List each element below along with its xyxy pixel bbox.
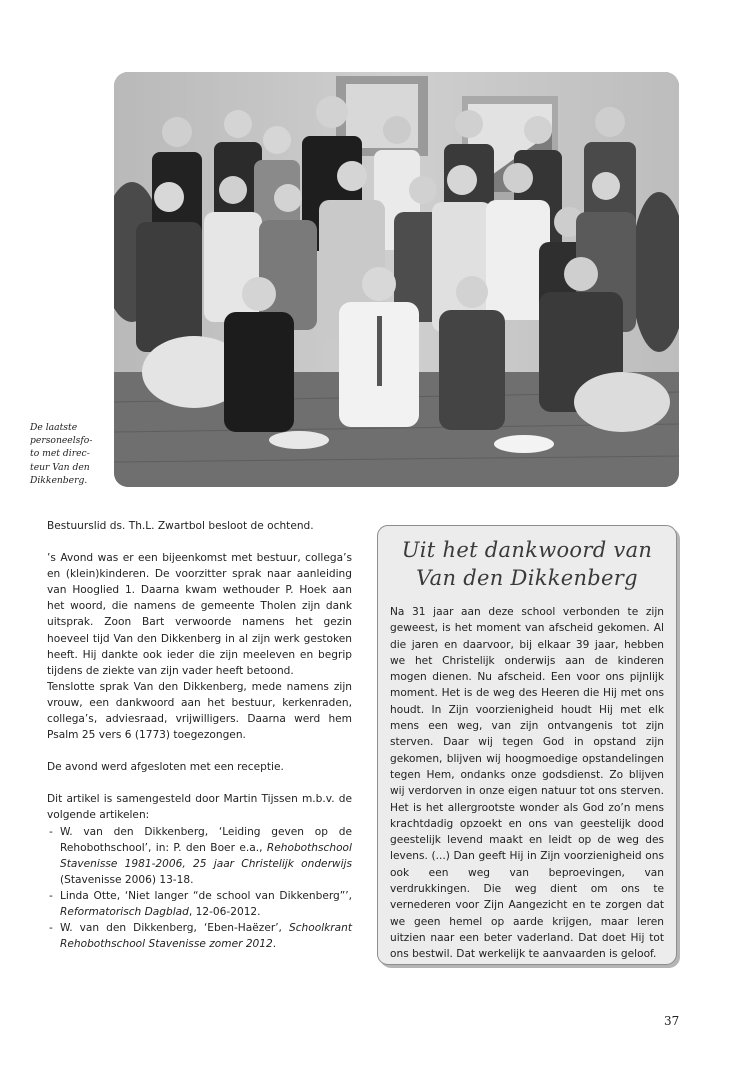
article-paragraph: Bestuurslid ds. Th.L. Zwartbol besloot de ochtend. [47, 520, 314, 532]
quote-box-title [378, 536, 676, 592]
group-photo [114, 72, 679, 487]
caption-line: to met direc- [30, 448, 90, 460]
reference-text: W. van den Dikkenberg, ‘Eben-Haëzer’, [60, 922, 289, 935]
caption-line: De laatste [30, 422, 78, 433]
reference-item [47, 920, 352, 952]
article-paragraph: Dit artikel is samengesteld door Martin Tijssen m.b.v. de volgende artikelen: [47, 793, 352, 822]
group-photo-illustration [114, 72, 679, 487]
caption-line: Dikkenberg. [30, 474, 88, 486]
photo-caption [30, 421, 106, 487]
quote-box [377, 525, 677, 965]
caption-line: personeelsfo- [30, 435, 93, 447]
reference-item [47, 888, 352, 920]
reference-title: Reformatorisch Dagblad [60, 905, 189, 918]
quote-box-title-line: Van den Dikkenberg [416, 566, 638, 590]
reference-text: W. van den Dikkenberg, ‘Leiding geven op de Rehobothschool’, in: P. den Boer e.a., [60, 825, 352, 854]
reference-list [47, 824, 352, 953]
article-paragraph: Tenslotte sprak Van den Dikkenberg, mede namens zijn vrouw, een dankwoord aan het bestuur, kerkenraden, collega’s, adviesraad, vrijwilligers. Daarna werd hem Psalm 25 vers 6 (1773) toegezongen. [47, 680, 352, 742]
reference-text: , 12-06-2012. [188, 905, 261, 918]
quote-box-title-line: Uit het dankwoord van [401, 538, 653, 562]
page-number: 37 [664, 1014, 680, 1028]
article-column [47, 518, 352, 952]
reference-text: . [272, 938, 277, 951]
caption-line: teur Van den [30, 461, 90, 473]
article-paragraph: De avond werd afgesloten met een receptie. [47, 761, 284, 774]
article-paragraph: ’s Avond was er een bijeenkomst met bestuur, collega’s en (klein)kinderen. De voorzitter sprak naar aanleiding van Hooglied 1. Daarna kwam wethouder P. Hoek aan het woord, die namens de gemeente Tholen zijn dank uitsprak. Zoon Bart verwoorde namens het gezin hoeveel tijd Van den Dikkenberg in al zijn werk gestoken heeft. Hij dankte ook ieder die zijn meeleven en begrip tijdens de ziekte van zijn vader heeft betoond. [47, 552, 352, 677]
quote-box-body: Na 31 jaar aan deze school verbonden te zijn geweest, is het moment van afscheid gekomen. Al die jaren en daarvoor, bij elkaar 39 jaar, hebben we het Christelijk onderwijs aan de kinderen mogen dienen. Nu afscheid. Een voor ons pijnlijk moment. Het is de weg des Heeren die Hij met ons houdt. In Zijn voorzienigheid houdt Hij met elk mens een weg, van zijn ontvangenis tot zijn sterven. Daar wij tegen God in opstand zijn gekomen, blijven wij hoogmoedige opstandelingen tegen Hem, ondanks onze godsdienst. Zo blijven wij verdorven in onze eigen natuur tot ons sterven. Het is het allergrootste wonder als God zo’n mens krachtdadig opzoekt en ons van geestelijk dood geestelijk levend maakt en leidt op de weg des levens. (...) Dan geeft Hij in Zijn voorzienigheid ons ook een weg van beproevingen, van verdrukkingen. Die weg dient om ons te vernederen voor Zijn Aangezicht en te zorgen dat we geen hemel op aarde krijgen, maar leren uitzien naar een beter vaderland. Dat doet Hij tot ons bestwil. Dat werkelijk te aanvaarden is geloof. [390, 606, 664, 961]
reference-text: Linda Otte, ‘Niet langer “de school van Dikkenberg”’, [60, 889, 352, 902]
reference-title: Schoolkrant Rehobothschool Stavenisse zomer 2012 [60, 922, 352, 951]
reference-title: Rehobothschool Stavenisse 1981-2006, 25 jaar Christelijk onderwijs [60, 841, 352, 870]
reference-item [47, 824, 352, 888]
reference-text: (Stavenisse 2006) 13-18. [60, 873, 194, 886]
